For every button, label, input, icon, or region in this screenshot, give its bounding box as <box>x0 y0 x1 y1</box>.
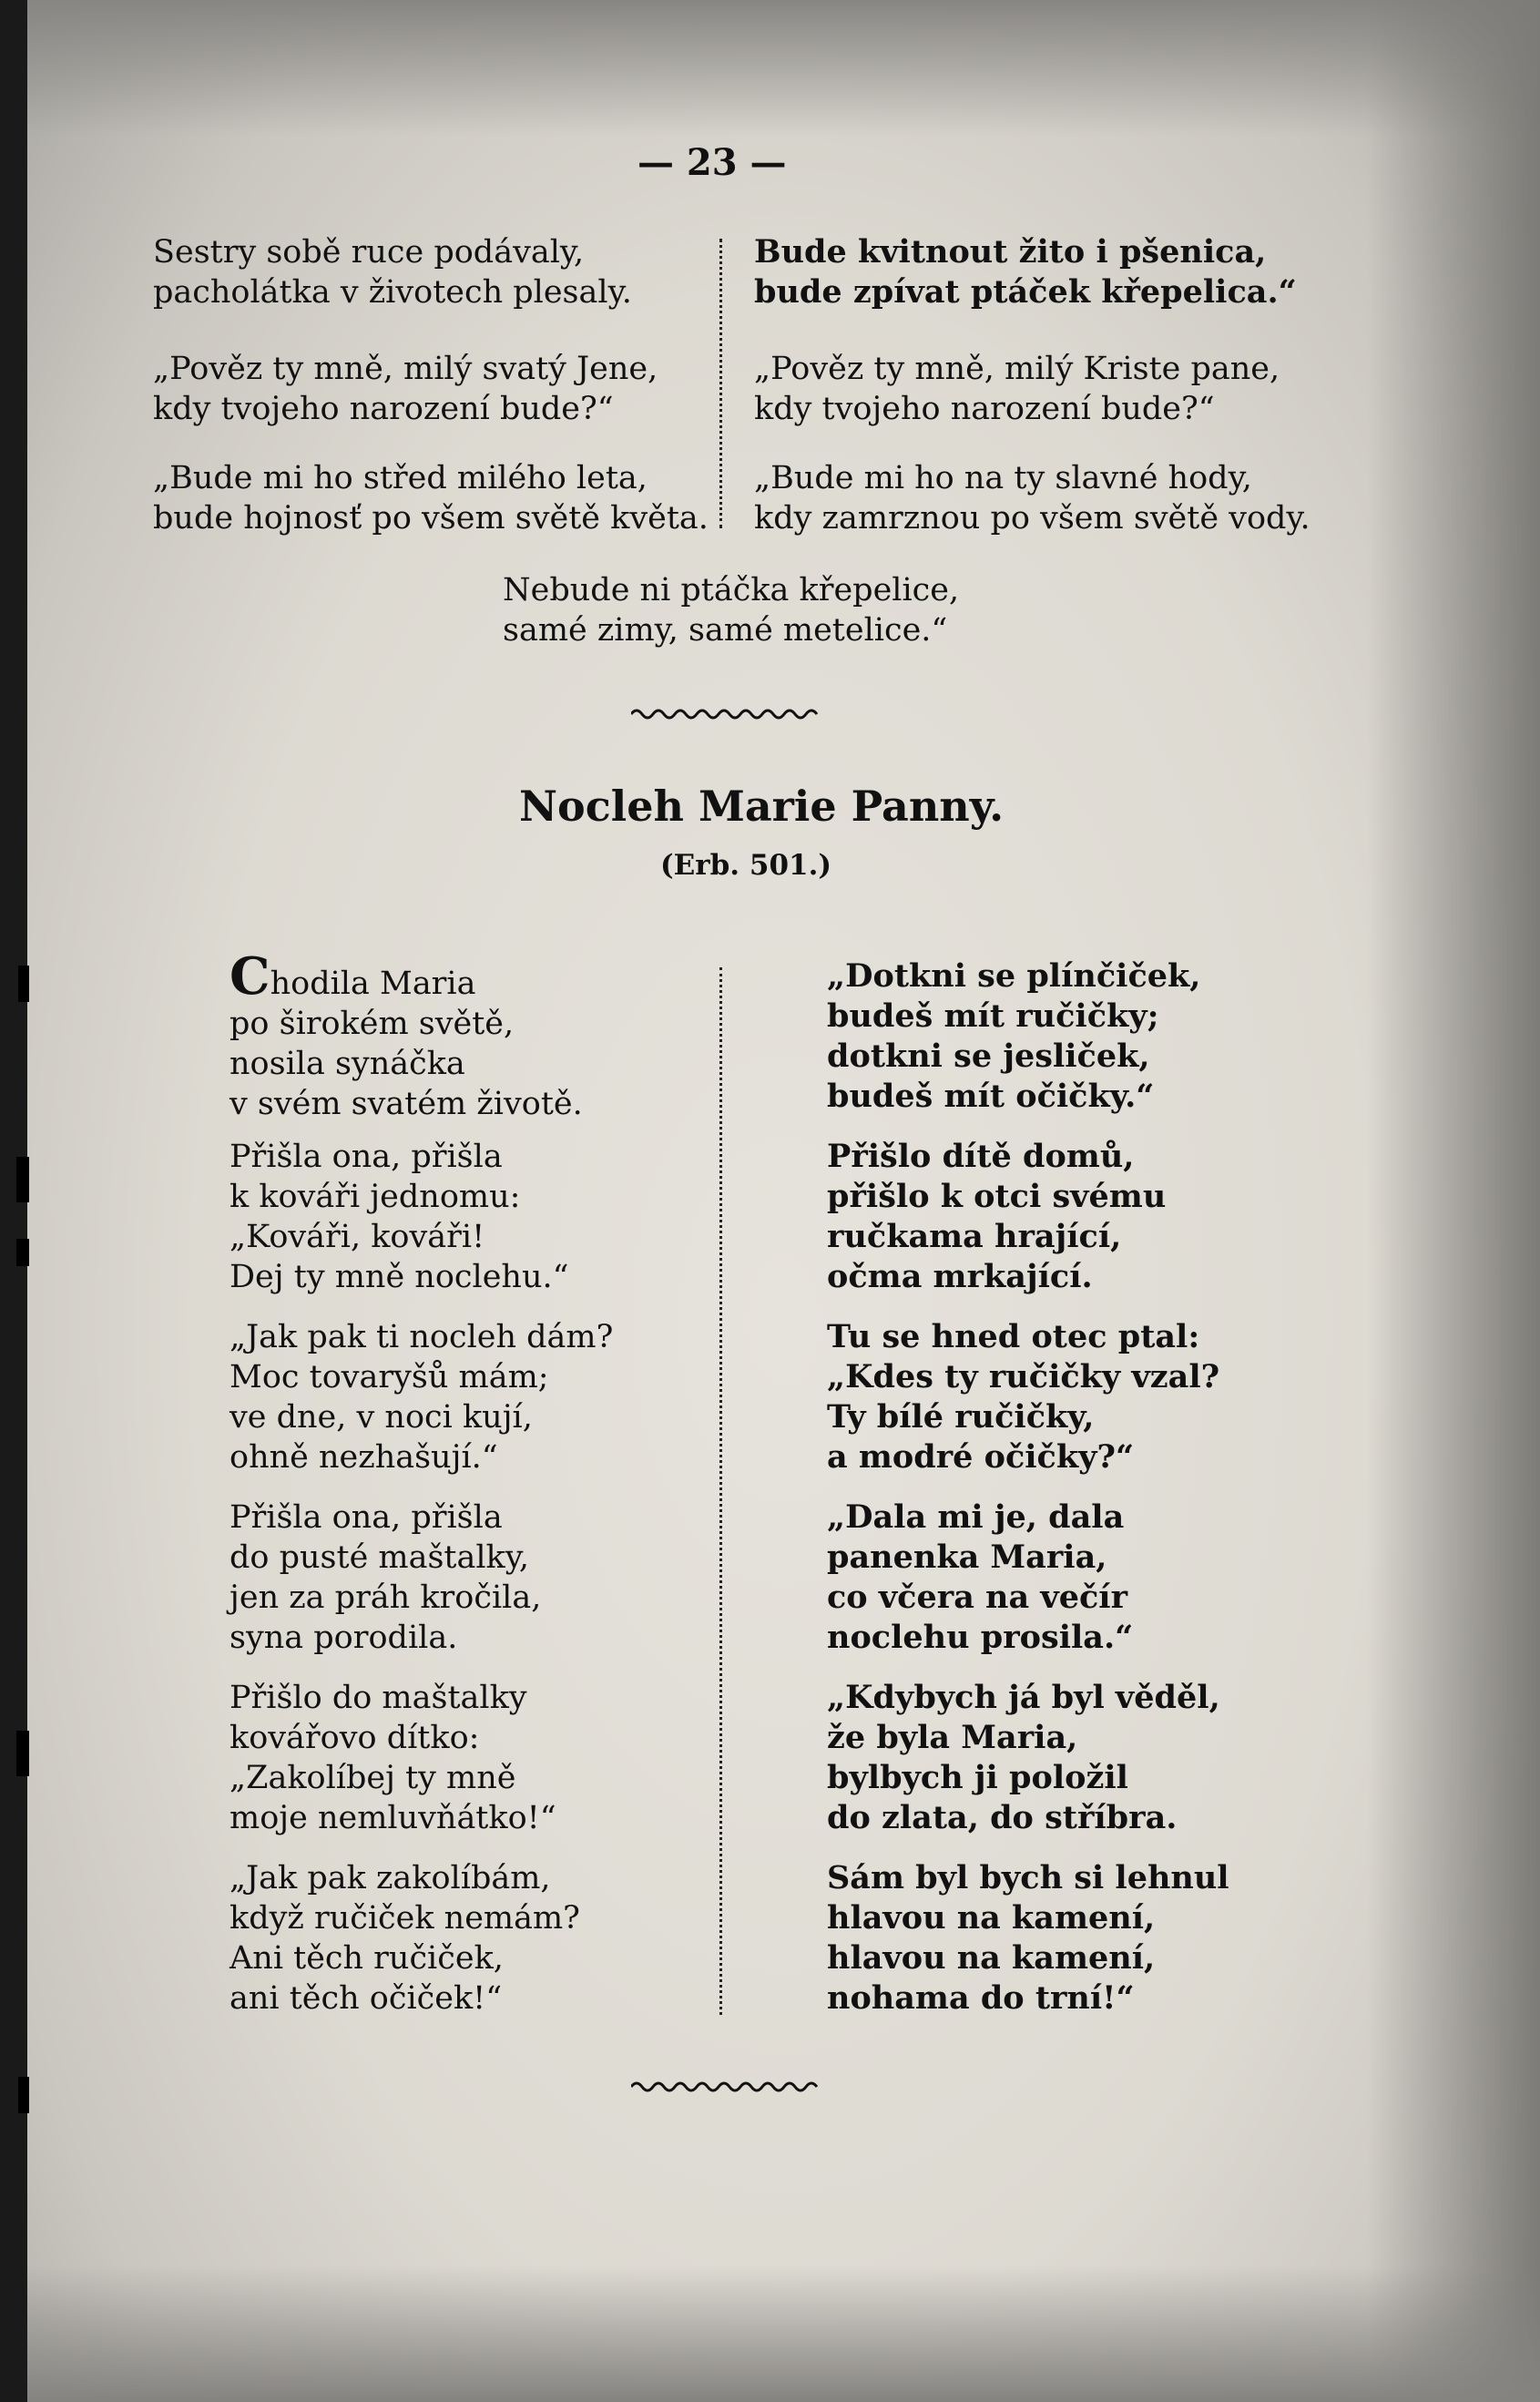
song-stanza-right-2 <box>827 1137 1166 1297</box>
top-stanza-right-1 <box>754 232 1297 312</box>
verse-line: bude zpívat ptáček křepelica.“ <box>754 273 1297 311</box>
verse-line: k kováři jednomu: <box>229 1179 521 1215</box>
verse-line: hlavou na kamení, <box>827 1939 1156 1977</box>
verse-line: Tu se hned otec ptal: <box>827 1318 1200 1355</box>
verse-line: Přišlo dítě domů, <box>827 1138 1135 1175</box>
verse-line: bylbych ji položil <box>827 1759 1128 1796</box>
top-stanza-left-1 <box>153 232 632 312</box>
verse-line: jen za práh kročila, <box>229 1579 542 1616</box>
top-stanza-right-2 <box>754 349 1280 429</box>
top-stanza-left-2 <box>153 349 658 429</box>
song-stanza-right-1 <box>827 956 1200 1117</box>
column-divider-brace <box>719 967 724 2015</box>
verse-line: ohně nezhašují.“ <box>229 1439 498 1476</box>
binding-mark <box>18 966 29 1002</box>
verse-line: bude hojnosť po všem světě květa. <box>153 500 709 537</box>
verse-line: a modré očičky?“ <box>827 1438 1135 1476</box>
verse-line: Přišla ona, přišla <box>229 1139 503 1175</box>
verse-line: „Pověz ty mně, milý Kriste pane, <box>754 351 1280 387</box>
song-stanza-left-5 <box>229 1678 556 1838</box>
verse-line: panenka Maria, <box>827 1538 1107 1576</box>
verse-line: kovářovo dítko: <box>229 1720 480 1756</box>
verse-line: ani těch očiček!“ <box>229 1980 503 2017</box>
verse-line: noclehu prosila.“ <box>827 1619 1134 1656</box>
song-stanza-left-1 <box>229 946 583 1124</box>
verse-line: „Bude mi ho střed milého leta, <box>153 460 648 496</box>
song-stanza-right-4 <box>827 1497 1133 1658</box>
verse-line: budeš mít ručičky; <box>827 997 1159 1035</box>
verse-line: Sestry sobě ruce podávaly, <box>153 234 585 271</box>
verse-line: po širokém světě, <box>229 1006 515 1042</box>
verse-line: Přišla ona, přišla <box>229 1499 503 1536</box>
verse-line: co včera na večír <box>827 1579 1128 1616</box>
page-shadow-bottom <box>27 2265 1540 2402</box>
binding-mark <box>16 1731 29 1776</box>
verse-line: hlavou na kamení, <box>827 1899 1156 1937</box>
verse-line: dotkni se jesliček, <box>827 1037 1150 1075</box>
column-divider-brace <box>719 239 724 528</box>
verse-line: samé zimy, samé metelice.“ <box>503 612 948 649</box>
verse-line: Ty bílé ručičky, <box>827 1398 1095 1436</box>
verse-line: kdy tvojeho narození bude?“ <box>153 391 614 427</box>
verse-line: přišlo k otci svému <box>827 1178 1167 1215</box>
song-stanza-left-3 <box>229 1317 613 1477</box>
song-stanza-right-6 <box>827 1858 1229 2019</box>
song-stanza-right-3 <box>827 1317 1219 1477</box>
verse-line-with-dropcap <box>229 946 583 1007</box>
verse-line: že byla Maria, <box>827 1719 1078 1756</box>
verse-line: moje nemluvňátko!“ <box>229 1800 556 1836</box>
verse-line: Moc tovaryšů mám; <box>229 1359 549 1395</box>
wavy-ornament-divider <box>631 2077 822 2097</box>
wavy-ornament-divider <box>631 704 822 724</box>
verse-line: pacholátka v životech plesaly. <box>153 274 632 311</box>
verse-line: hodila Maria <box>270 966 476 1002</box>
song-title: Nocleh Marie Panny. <box>519 782 1005 831</box>
verse-line: v svém svatém životě. <box>229 1086 583 1122</box>
verse-line: ve dne, v noci kují, <box>229 1399 533 1436</box>
binding-mark <box>18 2077 29 2113</box>
verse-line: Přišlo do maštalky <box>229 1680 527 1716</box>
verse-line: do pusté maštalky, <box>229 1539 530 1576</box>
page-shadow-right <box>1367 0 1540 2402</box>
verse-line: Dej ty mně noclehu.“ <box>229 1259 569 1295</box>
verse-line: Ani těch ručiček, <box>229 1940 504 1977</box>
verse-line: očma mrkající. <box>827 1258 1093 1295</box>
top-stanza-left-3 <box>153 458 709 538</box>
top-poem-closing <box>503 570 959 650</box>
page-number: — 23 — <box>637 141 787 184</box>
binding-mark <box>16 1157 29 1202</box>
verse-line: kdy tvojeho narození bude?“ <box>754 391 1215 427</box>
song-stanza-left-2 <box>229 1137 569 1297</box>
binding-mark <box>16 1239 29 1266</box>
verse-line: „Zakolíbej ty mně <box>229 1760 516 1796</box>
verse-line: do zlata, do stříbra. <box>827 1799 1178 1836</box>
page-shadow-top <box>27 0 1540 137</box>
verse-line: syna porodila. <box>229 1620 458 1656</box>
verse-line: „Bude mi ho na ty slavné hody, <box>754 460 1252 496</box>
verse-line: nosila synáčka <box>229 1046 465 1082</box>
song-reference: (Erb. 501.) <box>660 849 832 882</box>
verse-line: kdy zamrznou po všem světě vody. <box>754 500 1311 537</box>
verse-line: ručkama hrající, <box>827 1218 1122 1255</box>
verse-line: Sám byl bych si lehnul <box>827 1859 1229 1896</box>
verse-line: Bude kvitnout žito i pšenica, <box>754 233 1267 271</box>
verse-line: „Kdes ty ručičky vzal? <box>827 1358 1220 1395</box>
verse-line: „Dotkni se plínčiček, <box>827 957 1201 995</box>
top-stanza-right-3 <box>754 458 1311 538</box>
verse-line: když ručiček nemám? <box>229 1900 580 1937</box>
verse-line: „Kováři, kováři! <box>229 1219 485 1255</box>
verse-line: „Kdybych já byl věděl, <box>827 1679 1220 1716</box>
verse-line: Nebude ni ptáčka křepelice, <box>503 572 960 608</box>
verse-line: „Jak pak ti nocleh dám? <box>229 1319 614 1355</box>
verse-line: „Dala mi je, dala <box>827 1498 1125 1536</box>
verse-line: nohama do trní!“ <box>827 1979 1135 2017</box>
verse-line: „Jak pak zakolíbám, <box>229 1860 551 1896</box>
verse-line: budeš mít očičky.“ <box>827 1078 1155 1115</box>
song-stanza-left-4 <box>229 1497 541 1658</box>
song-stanza-right-5 <box>827 1678 1220 1838</box>
song-stanza-left-6 <box>229 1858 580 2019</box>
drop-cap-letter: C <box>229 946 270 1007</box>
verse-line: „Pověz ty mně, milý svatý Jene, <box>153 351 658 387</box>
